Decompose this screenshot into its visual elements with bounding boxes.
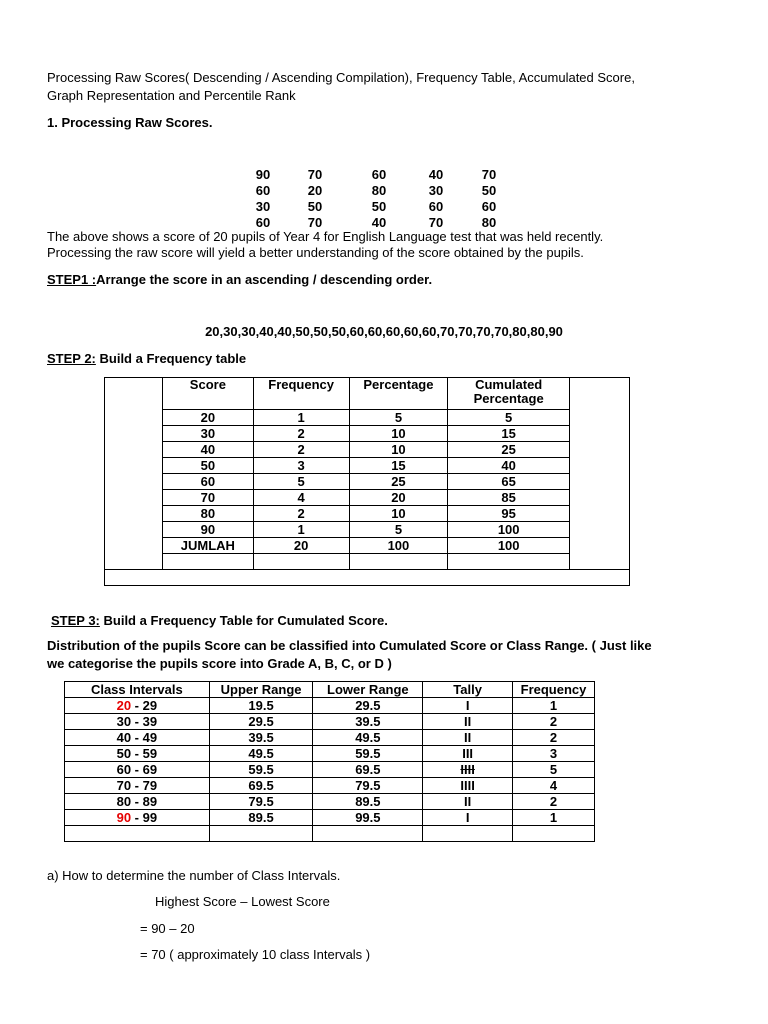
class-interval-high: - 89	[131, 793, 158, 809]
class-empty-cell	[65, 826, 210, 842]
frequency-cell: 1	[253, 522, 349, 538]
lower-range-cell: 59.5	[313, 746, 423, 762]
lower-range-cell: 89.5	[313, 794, 423, 810]
raw-score-cell: 60	[255, 215, 271, 230]
frequency-table-row	[163, 506, 570, 522]
description-line-2: Processing the raw score will yield a better understanding of the score obtained by the pupils.	[47, 245, 584, 260]
raw-score-cell: 50	[371, 199, 387, 214]
tally-marks: III	[462, 745, 474, 761]
frequency-count-cell: 2	[513, 730, 595, 746]
class-header-cell: Upper Range	[209, 682, 313, 698]
distribution-line-2: we categorise the pupils score into Grade A, B, C, or D )	[47, 656, 392, 671]
frequency-table-row	[163, 538, 570, 554]
raw-score-cell: 90	[255, 167, 271, 182]
upper-range-cell: 79.5	[209, 794, 313, 810]
frequency-cell: 2	[253, 506, 349, 522]
frequency-cell: 4	[253, 490, 349, 506]
class-interval-high: - 49	[131, 729, 158, 745]
frequency-cell: 20	[349, 490, 448, 506]
tally-cell	[423, 730, 513, 746]
class-empty-cell	[209, 826, 313, 842]
class-interval-low: 90	[116, 809, 132, 825]
tally-cell	[423, 762, 513, 778]
frequency-table-row	[163, 410, 570, 426]
frequency-cell: 15	[448, 426, 570, 442]
class-interval-low: 40	[116, 729, 132, 745]
raw-score-cell: 20	[307, 183, 323, 198]
class-header-cell: Class Intervals	[65, 682, 210, 698]
raw-score-cell: 60	[428, 199, 444, 214]
class-interval-low: 70	[116, 777, 132, 793]
section-heading-raw-scores: 1. Processing Raw Scores.	[47, 115, 213, 130]
class-table-empty-row	[65, 826, 595, 842]
class-table-row	[65, 714, 595, 730]
upper-range-cell: 89.5	[209, 810, 313, 826]
class-interval-cell	[65, 698, 210, 714]
frequency-empty-cell	[349, 554, 448, 570]
frequency-cell: 40	[163, 442, 254, 458]
lower-range-cell: 79.5	[313, 778, 423, 794]
frequency-count-cell: 1	[513, 698, 595, 714]
frequency-cell: 10	[349, 426, 448, 442]
tally-cell	[423, 778, 513, 794]
class-header-cell: Lower Range	[313, 682, 423, 698]
tally-marks: II	[464, 729, 472, 745]
raw-score-cell: 70	[307, 215, 323, 230]
raw-score-cell: 80	[371, 183, 387, 198]
upper-range-cell: 69.5	[209, 778, 313, 794]
class-empty-cell	[423, 826, 513, 842]
frequency-table-row	[163, 474, 570, 490]
formula-line-3: = 70 ( approximately 10 class Intervals )	[140, 947, 371, 962]
frequency-cell: 3	[253, 458, 349, 474]
step2-instruction	[47, 351, 246, 367]
frequency-cell: 10	[349, 442, 448, 458]
frequency-table-empty-row	[163, 554, 570, 570]
class-table-row	[65, 762, 595, 778]
frequency-cell: 60	[163, 474, 254, 490]
frequency-cell: 5	[349, 410, 448, 426]
tally-marks: II	[464, 793, 472, 809]
tally-marks: I	[465, 697, 470, 713]
class-table-row	[65, 746, 595, 762]
frequency-count-cell: 4	[513, 778, 595, 794]
raw-score-cell: 60	[371, 167, 387, 182]
class-header-cell: Frequency	[513, 682, 595, 698]
upper-range-cell: 49.5	[209, 746, 313, 762]
step3-instruction	[51, 613, 388, 629]
step3-text: Build a Frequency Table for Cumulated Score.	[99, 613, 388, 628]
class-interval-high: - 69	[131, 761, 158, 777]
frequency-cell: 40	[448, 458, 570, 474]
frequency-header-cell: Cumulated Percentage	[448, 378, 570, 410]
frequency-cell: 15	[349, 458, 448, 474]
frequency-cell: 5	[448, 410, 570, 426]
frequency-cell: 70	[163, 490, 254, 506]
class-interval-cell	[65, 746, 210, 762]
step3-label: STEP 3:	[51, 613, 100, 628]
class-table-row	[65, 730, 595, 746]
class-table-row	[65, 810, 595, 826]
raw-score-cell: 60	[481, 199, 497, 214]
step2-text: Build a Frequency table	[95, 351, 247, 366]
lower-range-cell: 29.5	[313, 698, 423, 714]
tally-marks: I	[465, 809, 470, 825]
frequency-cell: 5	[349, 522, 448, 538]
class-table-row	[65, 778, 595, 794]
raw-score-cell: 30	[255, 199, 271, 214]
upper-range-cell: 29.5	[209, 714, 313, 730]
class-interval-cell	[65, 810, 210, 826]
formula-line-2: = 90 – 20	[140, 921, 195, 936]
frequency-empty-cell	[163, 554, 254, 570]
frequency-cell: 2	[253, 426, 349, 442]
class-interval-high: - 29	[131, 697, 158, 713]
frequency-cell: 10	[349, 506, 448, 522]
tally-marks: II	[464, 713, 472, 729]
frequency-cell: 20	[163, 410, 254, 426]
tally-cell	[423, 714, 513, 730]
frequency-cell: 95	[448, 506, 570, 522]
raw-score-cell: 50	[307, 199, 323, 214]
frequency-cell: JUMLAH	[163, 538, 254, 554]
class-interval-high: - 79	[131, 777, 158, 793]
step1-instruction	[47, 272, 432, 288]
class-interval-low: 60	[116, 761, 132, 777]
frequency-cell: 80	[163, 506, 254, 522]
raw-score-cell: 40	[428, 167, 444, 182]
lower-range-cell: 49.5	[313, 730, 423, 746]
raw-score-cell: 70	[428, 215, 444, 230]
class-interval-cell	[65, 730, 210, 746]
frequency-cell: 2	[253, 442, 349, 458]
upper-range-cell: 59.5	[209, 762, 313, 778]
class-interval-cell	[65, 778, 210, 794]
frequency-count-cell: 1	[513, 810, 595, 826]
frequency-table-row	[163, 490, 570, 506]
tally-cell	[423, 794, 513, 810]
lower-range-cell: 69.5	[313, 762, 423, 778]
class-interval-low: 50	[116, 745, 132, 761]
class-interval-high: - 39	[131, 713, 158, 729]
class-table-row	[65, 698, 595, 714]
lower-range-cell: 99.5	[313, 810, 423, 826]
raw-score-cell: 60	[255, 183, 271, 198]
frequency-table-row	[163, 458, 570, 474]
tally-cell	[423, 698, 513, 714]
class-interval-low: 80	[116, 793, 132, 809]
step1-label: STEP1 :	[47, 272, 97, 287]
raw-score-cell: 70	[307, 167, 323, 182]
doc-title-line-2: Graph Representation and Percentile Rank	[47, 88, 296, 103]
frequency-table-row	[163, 522, 570, 538]
frequency-table-row	[163, 426, 570, 442]
frequency-header-cell: Percentage	[349, 378, 448, 410]
frequency-table-row	[163, 442, 570, 458]
frequency-empty-cell	[253, 554, 349, 570]
raw-score-cell: 30	[428, 183, 444, 198]
raw-score-cell: 70	[481, 167, 497, 182]
frequency-cell: 30	[163, 426, 254, 442]
frequency-cell: 100	[349, 538, 448, 554]
frequency-cell: 85	[448, 490, 570, 506]
class-interval-high: - 99	[131, 809, 158, 825]
class-interval-table	[64, 681, 595, 842]
frequency-cell: 100	[448, 522, 570, 538]
raw-score-cell: 40	[371, 215, 387, 230]
frequency-table-header	[163, 378, 570, 410]
frequency-cell: 50	[163, 458, 254, 474]
class-interval-cell	[65, 762, 210, 778]
class-interval-cell	[65, 794, 210, 810]
frequency-cell: 65	[448, 474, 570, 490]
frequency-table	[162, 377, 570, 570]
frequency-cell: 20	[253, 538, 349, 554]
class-interval-low: 30	[116, 713, 132, 729]
upper-range-cell: 39.5	[209, 730, 313, 746]
class-empty-cell	[313, 826, 423, 842]
doc-title-line-1: Processing Raw Scores( Descending / Ascending Compilation), Frequency Table, Accumulated Score,	[47, 70, 635, 85]
frequency-count-cell: 2	[513, 794, 595, 810]
step2-label: STEP 2:	[47, 351, 96, 366]
class-interval-high: - 59	[131, 745, 158, 761]
tally-marks: IIII	[460, 761, 475, 777]
formula-line-1: Highest Score – Lowest Score	[155, 894, 330, 909]
frequency-cell: 90	[163, 522, 254, 538]
frequency-count-cell: 3	[513, 746, 595, 762]
frequency-cell: 25	[349, 474, 448, 490]
class-interval-low: 20	[116, 697, 132, 713]
distribution-line-1: Distribution of the pupils Score can be classified into Cumulated Score or Class Range. ( Just like	[47, 638, 652, 653]
frequency-cell: 1	[253, 410, 349, 426]
upper-range-cell: 19.5	[209, 698, 313, 714]
frequency-empty-cell	[448, 554, 570, 570]
class-interval-cell	[65, 714, 210, 730]
frequency-count-cell: 5	[513, 762, 595, 778]
step1-text: Arrange the score in an ascending / descending order.	[96, 272, 433, 287]
raw-score-cell: 50	[481, 183, 497, 198]
class-header-cell: Tally	[423, 682, 513, 698]
frequency-cell: 5	[253, 474, 349, 490]
frequency-cell: 100	[448, 538, 570, 554]
tally-cell	[423, 810, 513, 826]
raw-score-cell: 80	[481, 215, 497, 230]
lower-range-cell: 39.5	[313, 714, 423, 730]
frequency-header-cell: Frequency	[253, 378, 349, 410]
class-table-header	[65, 682, 595, 698]
class-empty-cell	[513, 826, 595, 842]
tally-cell	[423, 746, 513, 762]
note-class-intervals: a) How to determine the number of Class Intervals.	[47, 868, 341, 883]
frequency-count-cell: 2	[513, 714, 595, 730]
frequency-header-cell: Score	[163, 378, 254, 410]
sorted-scores: 20,30,30,40,40,50,50,50,60,60,60,60,60,70,70,70,70,80,80,90	[205, 324, 563, 339]
class-table-row	[65, 794, 595, 810]
description-line-1: The above shows a score of 20 pupils of Year 4 for English Language test that was held recently.	[47, 229, 604, 244]
tally-marks: IIII	[460, 777, 475, 793]
frequency-cell: 25	[448, 442, 570, 458]
